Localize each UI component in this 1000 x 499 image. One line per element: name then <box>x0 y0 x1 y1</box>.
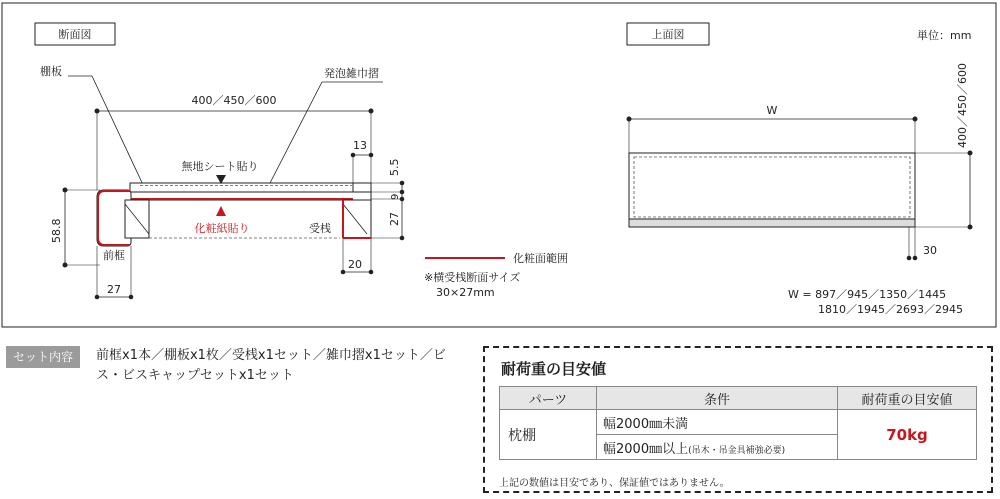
sheet-label: 無地シート貼り <box>181 160 259 173</box>
dim13-label: 13 <box>353 139 367 152</box>
dim20-label: 20 <box>348 258 362 271</box>
foam-strip <box>353 183 371 192</box>
header-condition: 条件 <box>597 387 838 410</box>
condition2-note: (吊木・吊金具補強必要) <box>688 445 786 456</box>
section-title: 断面図 <box>58 28 92 41</box>
w-values-line1: W = 897／945／1350／1445 <box>788 288 947 301</box>
part-cell: 枕棚 <box>500 410 597 460</box>
note-line1: ※横受桟断面サイズ <box>424 271 521 284</box>
top-depth-label: 400／450／600 <box>956 63 969 148</box>
depth-dim-label: 400／450／600 <box>191 94 277 107</box>
dim58-end-top <box>63 188 68 193</box>
foam-label: 発泡雑巾摺 <box>324 67 379 80</box>
dim13-end-a <box>351 153 356 158</box>
decor-label: 化粧紙貼り <box>194 222 250 235</box>
unit-label: 単位：mm <box>917 29 972 42</box>
foam-leader-diag <box>270 82 322 183</box>
set-contents-label: セット内容 <box>6 346 80 368</box>
legend-label: 化粧面範囲 <box>513 252 568 265</box>
bottom-section <box>0 330 1000 499</box>
dim27h-end-right <box>129 295 134 300</box>
shelf-plan-front-frame <box>629 219 915 227</box>
shelf-leader-diag <box>92 76 145 189</box>
w-dim-label: W <box>766 104 778 117</box>
top-title: 上面図 <box>651 28 685 41</box>
table-row <box>500 410 977 435</box>
note-line2: 30×27mm <box>436 286 495 299</box>
dim30-end-right <box>913 256 918 261</box>
w-values-line2: 1810／1945／2693／2945 <box>818 303 963 316</box>
dim-right-pt4 <box>400 236 405 241</box>
rear-support <box>343 200 371 238</box>
dim-9-label: 9 <box>390 193 401 200</box>
load-table <box>499 386 977 460</box>
condition-cell-2 <box>597 435 838 460</box>
load-guide-note: 上記の数値は目安であり、保証値ではありません。 <box>499 478 730 489</box>
dim-right-pt2 <box>400 190 405 195</box>
dim-5-5-label: 5.5 <box>388 158 401 176</box>
support-label: 受桟 <box>309 222 331 235</box>
dim30-end-left <box>907 256 912 261</box>
load-guide-title: 耐荷重の目安値 <box>501 360 607 378</box>
set-contents-text: 前框x1本／棚板x1枚／受桟x1セット／雑巾摺x1セット／ビス・ビスキャップセットx1セット <box>96 348 446 383</box>
shelf-label: 棚板 <box>40 65 62 78</box>
dim30-label: 30 <box>923 244 937 257</box>
shelf-plan <box>629 153 915 227</box>
load-guide-box <box>483 346 993 493</box>
dim58-label: 58.8 <box>50 218 63 243</box>
header-value: 耐荷重の目安値 <box>838 387 977 410</box>
dim27h-end-left <box>95 295 100 300</box>
value-cell: 70kg <box>838 410 977 460</box>
top-depth-end-top <box>968 151 973 156</box>
top-depth-end-bottom <box>968 225 973 230</box>
dim27h-label: 27 <box>107 283 121 296</box>
shelf-board <box>130 183 371 192</box>
dim20-end-right <box>369 270 374 275</box>
condition-cell-1: 幅2000㎜未満 <box>597 410 838 435</box>
front-frame-label: 前框 <box>103 249 125 262</box>
dim-right-pt1 <box>400 181 405 186</box>
dim20-end-left <box>341 270 346 275</box>
dim-27-v-label: 27 <box>388 212 401 226</box>
header-part: パーツ <box>500 387 597 410</box>
dim13-end-b <box>369 153 374 158</box>
decor-arrow <box>216 206 226 216</box>
table-header-row <box>500 387 977 410</box>
dim58-end-bottom <box>63 263 68 268</box>
condition2-main: 幅2000㎜以上 <box>603 441 689 457</box>
